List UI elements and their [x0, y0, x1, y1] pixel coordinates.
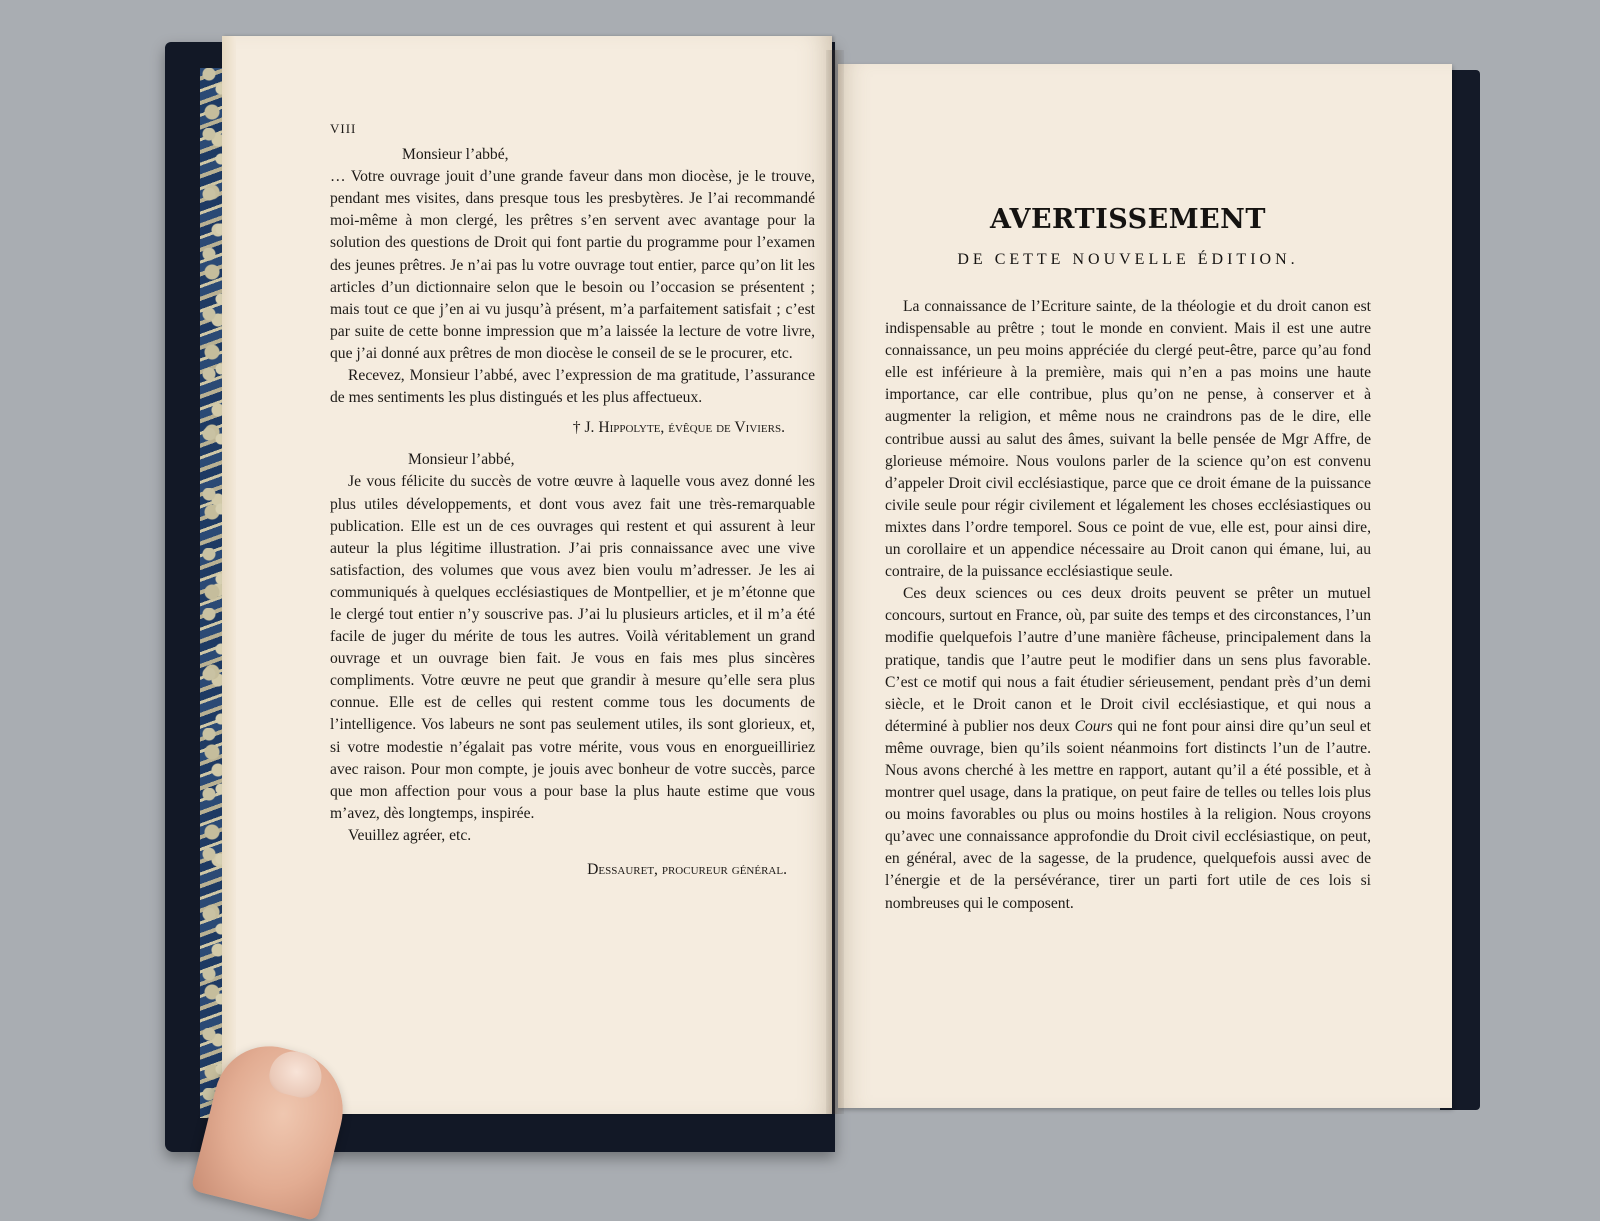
page-subtitle: DE CETTE NOUVELLE ÉDITION. — [957, 251, 1299, 268]
page-title: AVERTISSEMENT — [990, 204, 1266, 235]
left-page-text — [330, 118, 815, 881]
letter2-signature: Dessauret, procureur général. — [587, 861, 787, 878]
right-page-text — [885, 296, 1371, 915]
paragraph-1: La connaissance de l’Ecriture sainte, de la théologie et du droit canon est indispensable au prêtre ; tout le monde en convient. Mais il est une autre connaissance, un peu moins appréciée du clergé peut-être, parce qu’au fond elle est inférieure à la première, mais qui n’en a pas moins une haute importance, car elle contribue, plus qu’on ne pense, à conserver et à augmenter la religion, et même nous ne craindrons pas de le dire, elle contribue aussi au salut des âmes, suivant la belle pensée de Mgr Affre, de glorieuse mémoire. Nous voulons parler de la science qu’on est convenu d’appeler Droit civil ecclésiastique, parce que ce droit émane de la puissance civile seule pour régir civilement et légalement les choses ecclésiastiques ou mixtes dans l’ordre temporel. Sous ce point de vue, elle est, pour ainsi dire, un corollaire et un appendice nécessaire au Droit canon qui émane, lui, au contraire, de la puissance ecclésiastique seule. — [885, 298, 1371, 581]
letter1-salutation: Monsieur l’abbé, — [402, 146, 509, 164]
paragraph-2 — [885, 583, 1371, 914]
letter1-closing: Recevez, Monsieur l’abbé, avec l’expression de ma gratitude, l’assurance de mes sentiments les plus distingués et les plus affectueux. — [330, 367, 815, 407]
paragraph-2-italic: Cours — [1074, 717, 1113, 735]
letter2-closing: Veuillez agréer, etc. — [348, 826, 472, 844]
left-page-edge — [222, 36, 236, 1114]
page-number: VIII — [330, 121, 357, 136]
letter1-body: … Votre ouvrage jouit d’une grande faveur dans mon diocèse, je le trouve, pendant mes visites, dans presque tous les presbytères. Je l’ai recommandé moi-même à mon clergé, les prêtres s’en servent avec avantage pour la solution des questions de Droit qui font partie du programme pour l’examen des jeunes prêtres. Je n’ai pas lu votre ouvrage tout entier, parce qu’on lit les articles d’un dictionnaire selon que le besoin ou l’occasion se présentent ; mais tout ce que j’en ai vu jusqu’à présent, m’a parfaitement satisfait ; c’est par suite de cette bonne impression que m’a laissée la lecture de votre livre, que j’ai donné aux prêtres de mon diocèse le conseil de se le procurer, etc. — [330, 168, 815, 362]
book-gutter — [826, 50, 844, 1114]
paragraph-2-part-b: qui ne font pour ainsi dire qu’un seul et même ouvrage, bien qu’ils soient néanmoins fort distincts l’un de l’autre. Nous avons cherché à les mettre en rapport, autant qu’il a été possible, et à montrer quel usage, dans la pratique, on peut faire de telles ou telles lois plus ou moins favorables ou plus ou moins hostiles à la religion. Nous croyons qu’avec une connaissance approfondie du Droit civil ecclésiastique, on peut, en général, avec de la sagesse, de la prudence, quelquefois aussi avec de l’énergie et de la persévérance, tirer un parti fort utile de ces lois si nombreuses qui le composent. — [885, 717, 1371, 912]
paragraph-2-part-a: Ces deux sciences ou ces deux droits peuvent se prêter un mutuel concours, surtout en France, où, par suite des temps et des circonstances, l’un modifie quelquefois l’autre d’une manière fâcheuse, principalement dans la pratique, tandis que l’autre peut le modifier dans un sens plus favorable. C’est ce motif qui nous a fait étudier sérieusement, pendant près d’un demi siècle, et le Droit canon et le Droit civil ecclésiastique, et qui nous a déterminé à publier nos deux — [885, 585, 1371, 735]
letter1-signature: † J. Hippolyte, évêque de Viviers. — [572, 419, 785, 437]
letter2-salutation: Monsieur l’abbé, — [408, 451, 515, 469]
letter2-body: Je vous félicite du succès de votre œuvre à laquelle vous avez donné les plus utiles développements, et dont vous avez fait une très-remarquable publication. Elle est un de ces ouvrages qui restent et qui assurent à leur auteur la plus légitime illustration. J’ai pris connaissance avec une vive satisfaction, des volumes que vous avez bien voulu m’adresser. Je les ai communiqués à quelques ecclésiastiques de Montpellier, et je m’étonne que le clergé tout entier n’y souscrive pas. J’ai lu plusieurs articles, et il m’a été facile de juger du mérite de tous les autres. Voilà véritablement un grand ouvrage et un ouvrage bien fait. Je vous en fais mes plus sincères compliments. Votre œuvre ne peut que grandir à mesure qu’elle sera plus connue. Elle est de celles qui restent comme tous les documents de l’intelligence. Vos labeurs ne sont pas seulement utiles, ils sont glorieux, et, si votre modestie n’égalait pas votre mérite, vous vous en enorgueilliriez avec raison. Pour mon compte, je jouis avec bonheur de votre succès, parce que mon affection pour vous a pour base la plus haute estime que vous m’avez, dès longtemps, inspirée. — [330, 473, 815, 822]
